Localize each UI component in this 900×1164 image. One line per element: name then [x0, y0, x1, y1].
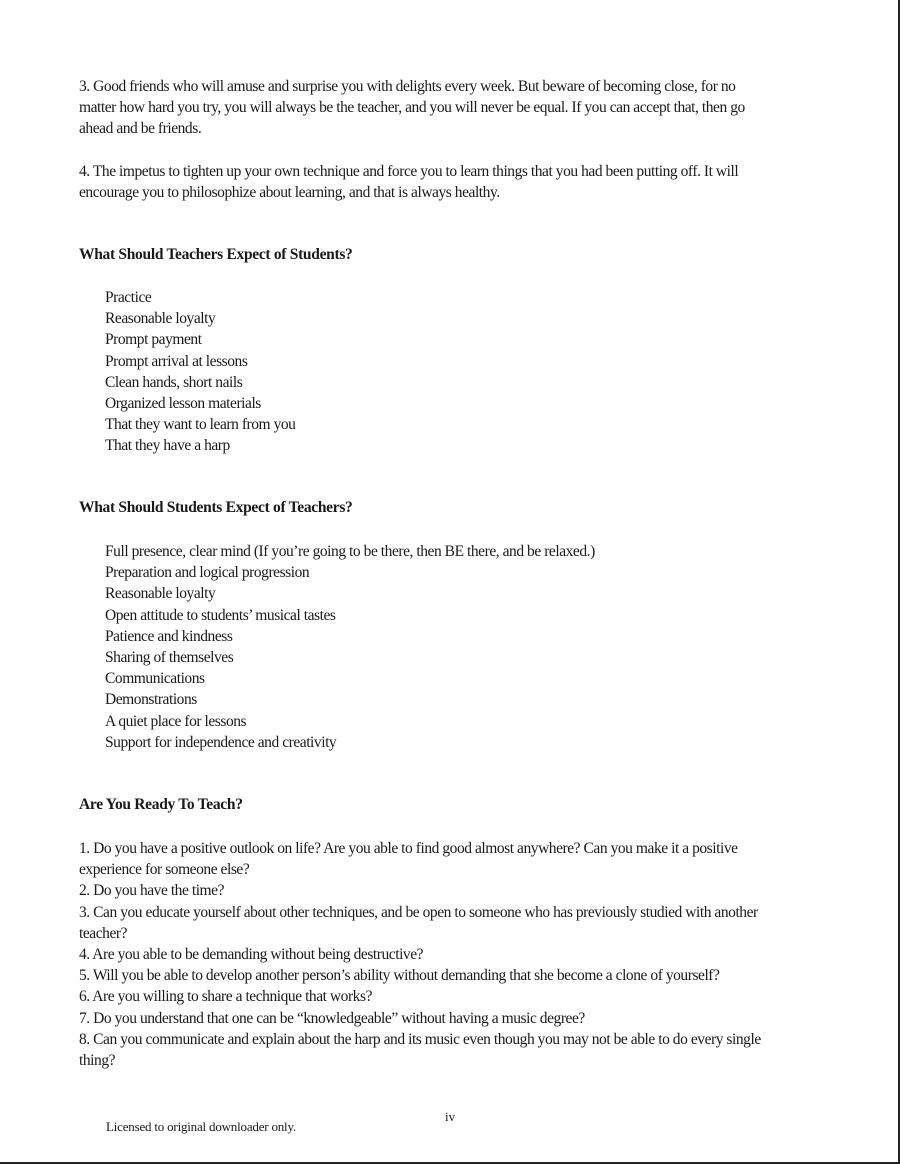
list-item: Clean hands, short nails: [105, 373, 243, 391]
section-heading-students-expect: What Should Students Expect of Teachers?: [79, 499, 353, 516]
question-item: 4. Are you able to be demanding without being destructive?: [79, 946, 424, 964]
question-item: 5. Will you be able to develop another person’s ability without demanding that she become a clone of yourself?: [79, 967, 720, 985]
teachers-expect-list: [105, 287, 295, 457]
list-item: Reasonable loyalty: [105, 310, 216, 328]
paragraph-item-3: 3. Good friends who will amuse and surprise you with delights every week. But beware of becoming close, for no matter how hard you try, you will always be the teacher, and you will never be equal. If you can accept that, then go ahead and be friends.: [79, 78, 745, 138]
list-item: A quiet place for lessons: [105, 712, 247, 730]
list-item: Prompt payment: [105, 331, 202, 349]
students-expect-list: [105, 541, 595, 753]
ready-to-teach-questions: [79, 838, 769, 1071]
list-item: Open attitude to students’ musical tastes: [105, 606, 336, 624]
question-item: 7. Do you understand that one can be “knowledgeable” without having a music degree?: [79, 1009, 585, 1027]
list-item: Full presence, clear mind (If you’re going to be there, then BE there, and be relaxed.): [105, 543, 595, 560]
page-number: iv: [445, 1109, 456, 1124]
question-item: 2. Do you have the time?: [79, 882, 225, 900]
list-item: Communications: [105, 670, 205, 688]
question-item: 6. Are you willing to share a technique that works?: [79, 988, 372, 1006]
list-item: Reasonable loyalty: [105, 585, 216, 603]
list-item: Sharing of themselves: [105, 649, 234, 667]
list-item: That they want to learn from you: [105, 416, 296, 434]
section-heading-ready-to-teach: Are You Ready To Teach?: [79, 796, 243, 813]
question-item: 1. Do you have a positive outlook on life? Are you able to find good almost anywhere? Can you make it a positive experience for someone else?: [79, 840, 738, 879]
question-item: 8. Can you communicate and explain about the harp and its music even though you may not be able to do every single thing?: [79, 1030, 761, 1070]
list-item: Preparation and logical progression: [105, 564, 310, 582]
list-item: Practice: [105, 289, 152, 306]
list-item: Support for independence and creativity: [105, 733, 337, 751]
question-item: 3. Can you educate yourself about other techniques, and be open to someone who has previously studied with another teacher?: [79, 903, 758, 942]
list-item: Organized lesson materials: [105, 395, 261, 413]
paragraph-item-4: 4. The impetus to tighten up your own technique and force you to learn things that you had been putting off. It will encourage you to philosophize about learning, and that is always healthy.: [79, 163, 739, 202]
list-item: Patience and kindness: [105, 627, 233, 645]
list-item: Prompt arrival at lessons: [105, 352, 248, 370]
section-heading-teachers-expect: What Should Teachers Expect of Students?: [79, 246, 353, 263]
list-item: That they have a harp: [105, 437, 230, 455]
list-item: Demonstrations: [105, 691, 197, 709]
license-notice: Licensed to original downloader only.: [106, 1119, 296, 1134]
